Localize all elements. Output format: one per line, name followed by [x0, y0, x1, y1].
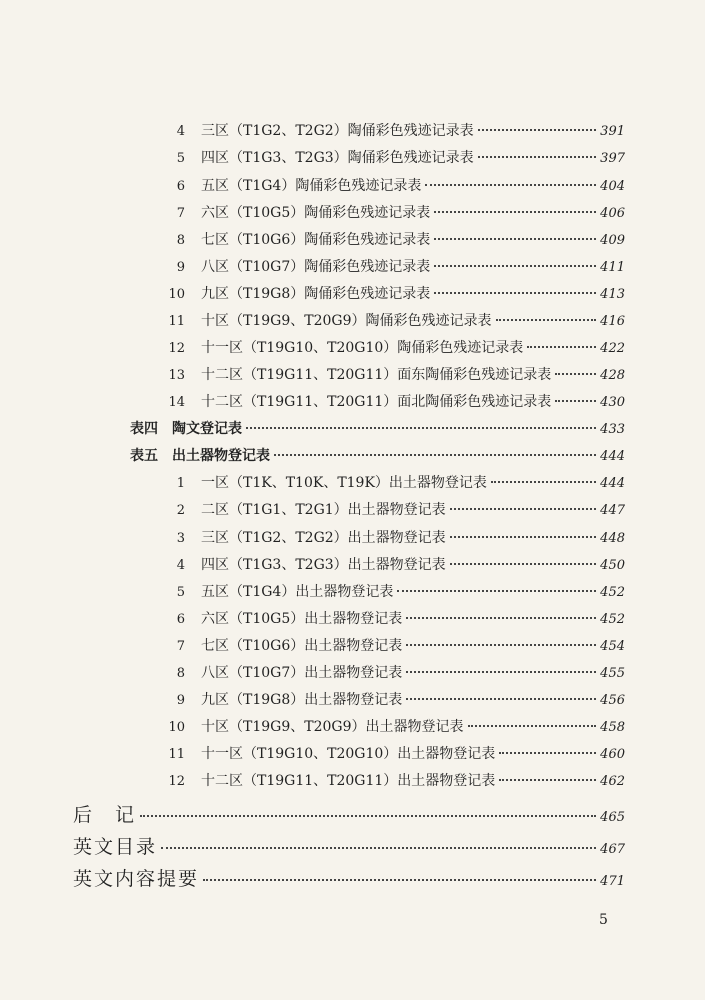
toc-entry-title: 十区（T19G9、T20G9）陶俑彩色残迹记录表	[201, 313, 492, 329]
dot-leader	[491, 480, 596, 483]
toc-entry-title: 六区（T10G5）陶俑彩色残迹记录表	[201, 205, 431, 221]
toc-entry-title: 七区（T10G6）陶俑彩色残迹记录表	[201, 232, 431, 248]
toc-entry-page: 467	[600, 842, 625, 857]
toc-entry-title: 四区（T1G3、T2G3）出土器物登记表	[201, 557, 446, 573]
toc-entry	[163, 662, 625, 682]
toc-entry-number: 4	[176, 558, 185, 573]
toc-entry-title: 十区（T19G9、T20G9）出土器物登记表	[201, 719, 464, 735]
toc-entry-title: 表五 出土器物登记表	[130, 448, 270, 464]
toc-entry-title: 五区（T1G4）陶俑彩色残迹记录表	[201, 178, 422, 194]
dot-leader	[434, 264, 596, 267]
toc-entry-page: 452	[600, 585, 625, 600]
toc-entry-number: 3	[176, 531, 185, 546]
toc-entry-title: 表四 陶文登记表	[130, 421, 242, 437]
toc-entry-number: 8	[176, 233, 185, 248]
toc-entry	[163, 743, 625, 763]
dot-leader	[555, 399, 596, 402]
toc-entry	[163, 147, 625, 167]
toc-entry-page: 428	[600, 368, 625, 383]
toc-entry-page: 462	[600, 774, 625, 789]
toc-entry-number: 12	[168, 774, 185, 789]
toc-entry	[163, 635, 625, 655]
toc-entry	[163, 581, 625, 601]
toc-entry-title: 英文内容提要	[73, 868, 200, 890]
toc-entry-title: 二区（T1G1、T2G1）出土器物登记表	[201, 502, 446, 518]
toc-entry-page: 458	[600, 720, 625, 735]
toc-entry-number: 6	[176, 179, 185, 194]
toc-entry	[163, 364, 625, 384]
toc-entry-page: 404	[600, 179, 625, 194]
toc-entry-title: 十二区（T19G11、T20G11）面东陶俑彩色残迹记录表	[201, 367, 552, 383]
toc-entry-page: 471	[600, 874, 625, 889]
toc-entry-number: 8	[176, 666, 185, 681]
dot-leader	[434, 210, 596, 213]
toc-entry-page: 455	[600, 666, 625, 681]
toc-entry-page: 454	[600, 639, 625, 654]
toc-entry-page: 409	[600, 233, 625, 248]
toc-entry-number: 12	[168, 341, 185, 356]
toc-entry	[163, 770, 625, 790]
toc-entry-title: 三区（T1G2、T2G2）陶俑彩色残迹记录表	[201, 123, 474, 139]
toc-entry-number: 9	[176, 693, 185, 708]
toc-entry-number: 7	[176, 639, 185, 654]
toc-entry	[163, 229, 625, 249]
toc-entry	[163, 283, 625, 303]
toc-entry	[130, 445, 625, 465]
toc-entry-title: 十一区（T19G10、T20G10）陶俑彩色残迹记录表	[201, 340, 524, 356]
dot-leader	[468, 724, 597, 727]
toc-entry-title: 八区（T10G7）陶俑彩色残迹记录表	[201, 259, 431, 275]
toc-entry	[163, 310, 625, 330]
toc-entry-title: 英文目录	[73, 836, 158, 858]
toc-entry-page: 433	[600, 422, 625, 437]
dot-leader	[397, 589, 596, 592]
dot-leader	[406, 616, 596, 619]
toc-entry-title: 十一区（T19G10、T20G10）出土器物登记表	[201, 746, 496, 762]
toc-entry-title: 八区（T10G7）出土器物登记表	[201, 665, 403, 681]
toc-entry-number: 5	[176, 151, 185, 166]
toc-entry-page: 391	[600, 124, 625, 139]
toc-entry	[163, 472, 625, 492]
toc-entry-title: 九区（T19G8）陶俑彩色残迹记录表	[201, 286, 431, 302]
toc-entry-page: 444	[600, 449, 625, 464]
toc-entry-number: 1	[176, 476, 185, 491]
toc-entry	[163, 120, 625, 140]
dot-leader	[555, 372, 596, 375]
toc-entry-number: 7	[176, 206, 185, 221]
dot-leader	[450, 507, 597, 510]
toc-entry-page: 411	[600, 260, 625, 275]
toc-entry-title: 后 记	[73, 804, 137, 826]
toc-entry	[163, 391, 625, 411]
dot-leader	[406, 670, 596, 673]
toc-entry-title: 一区（T1K、T10K、T19K）出土器物登记表	[201, 475, 487, 491]
toc-entry-number: 10	[168, 287, 185, 302]
toc-entry-title: 九区（T19G8）出土器物登记表	[201, 692, 403, 708]
toc-entry-number: 4	[176, 124, 185, 139]
toc-entry-number: 11	[168, 747, 185, 762]
toc-entry-title: 四区（T1G3、T2G3）陶俑彩色残迹记录表	[201, 150, 474, 166]
toc-entry-page: 450	[600, 558, 625, 573]
toc-entry-page: 456	[600, 693, 625, 708]
toc-entry	[73, 800, 625, 827]
page-folio: 5	[599, 912, 608, 928]
toc-entry-page: 422	[600, 341, 625, 356]
dot-leader	[161, 846, 596, 849]
toc-entry-page: 406	[600, 206, 625, 221]
toc-entry	[163, 499, 625, 519]
toc-entry-page: 448	[600, 531, 625, 546]
dot-leader	[434, 291, 596, 294]
dot-leader	[425, 183, 596, 186]
toc-entry	[163, 716, 625, 736]
toc-entry	[163, 527, 625, 547]
toc-entry-page: 452	[600, 612, 625, 627]
toc-entry-number: 13	[168, 368, 185, 383]
toc-entry	[163, 175, 625, 195]
dot-leader	[450, 535, 597, 538]
toc-entry-number: 11	[168, 314, 185, 329]
toc-entry-number: 10	[168, 720, 185, 735]
dot-leader	[274, 453, 596, 456]
toc-entry-number: 9	[176, 260, 185, 275]
toc-entry-number: 6	[176, 612, 185, 627]
toc-entry-page: 465	[600, 810, 625, 825]
toc-entry-page: 413	[600, 287, 625, 302]
toc-entry-page: 416	[600, 314, 625, 329]
dot-leader	[527, 345, 596, 348]
dot-leader	[246, 426, 596, 429]
toc-entry	[163, 554, 625, 574]
toc-entry	[163, 256, 625, 276]
dot-leader	[406, 697, 596, 700]
toc-entry	[130, 418, 625, 438]
dot-leader	[450, 562, 597, 565]
toc-entry-page: 447	[600, 503, 625, 518]
toc-entry-number: 14	[168, 395, 185, 410]
toc-entry-number: 5	[176, 585, 185, 600]
toc-entry	[163, 337, 625, 357]
toc-entry-title: 五区（T1G4）出土器物登记表	[201, 584, 394, 600]
dot-leader	[499, 778, 596, 781]
toc-entry	[73, 832, 625, 859]
dot-leader	[140, 814, 596, 817]
dot-leader	[406, 643, 596, 646]
toc-entry	[163, 689, 625, 709]
dot-leader	[499, 751, 596, 754]
toc-entry-title: 七区（T10G6）出土器物登记表	[201, 638, 403, 654]
toc-entry	[73, 864, 625, 891]
toc-entry-title: 六区（T10G5）出土器物登记表	[201, 611, 403, 627]
dot-leader	[478, 128, 597, 131]
toc-entry-number: 2	[176, 503, 185, 518]
toc-entry-page: 430	[600, 395, 625, 410]
toc-entry-title: 三区（T1G2、T2G2）出土器物登记表	[201, 530, 446, 546]
toc-entry-page: 460	[600, 747, 625, 762]
toc-entry	[163, 608, 625, 628]
toc-entry-title: 十二区（T19G11、T20G11）出土器物登记表	[201, 773, 496, 789]
toc-entry-title: 十二区（T19G11、T20G11）面北陶俑彩色残迹记录表	[201, 394, 552, 410]
dot-leader	[478, 155, 597, 158]
toc-entry	[163, 202, 625, 222]
toc-entry-page: 397	[600, 151, 625, 166]
toc-entry-page: 444	[600, 476, 625, 491]
dot-leader	[434, 237, 596, 240]
dot-leader	[496, 318, 597, 321]
dot-leader	[203, 878, 596, 881]
